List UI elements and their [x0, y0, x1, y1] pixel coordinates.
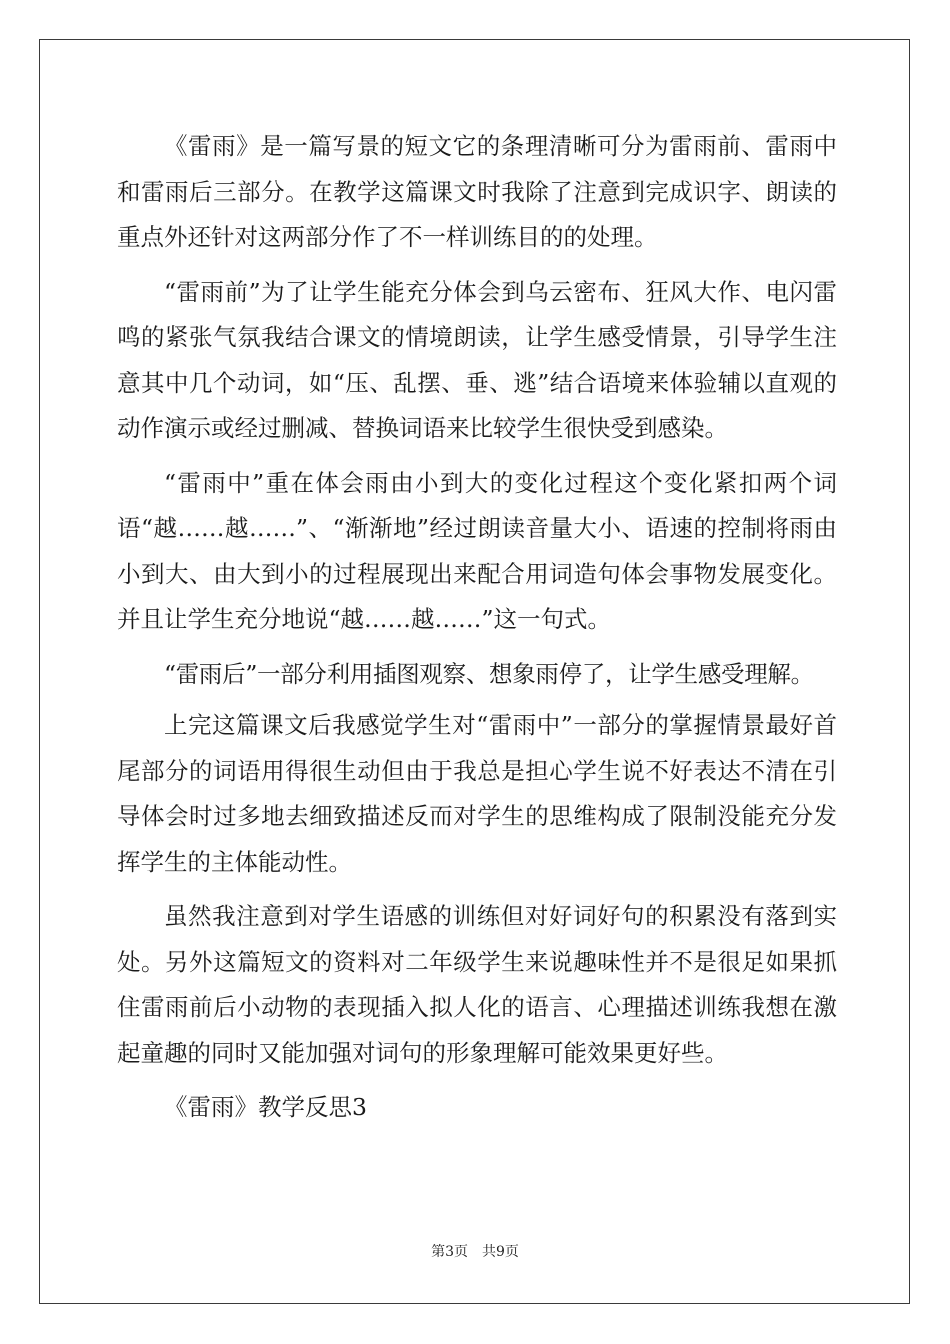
- document-body: [117, 124, 837, 1131]
- paragraph: 上完这篇课文后我感觉学生对“雷雨中”一部分的掌握情景最好首尾部分的词语用得很生动但由于我总是担心学生说不好表达不清在引导体会时过多地去细致描述反而对学生的思维构成了限制没能充分发挥学生的主体能动性。: [117, 711, 837, 876]
- paragraph: 虽然我注意到对学生语感的训练但对好词好句的积累没有落到实处。另外这篇短文的资料对二年级学生来说趣味性并不是很足如果抓住雷雨前后小动物的表现插入拟人化的语言、心理描述训练我想在激起童趣的同时又能加强对词句的形象理解可能效果更好些。: [117, 902, 837, 1067]
- section-heading: 《雷雨》教学反思3: [164, 1093, 367, 1121]
- paragraph: “雷雨前”为了让学生能充分体会到乌云密布、狂风大作、电闪雷鸣的紧张气氛我结合课文的情境朗读，让学生感受情景，引导学生注意其中几个动词，如“压、乱摆、垂、逃”结合语境来体验辅以直观的动作演示或经过删减、替换词语来比较学生很快受到感染。: [117, 277, 837, 442]
- page-number: 第3页 共9页: [431, 1244, 519, 1260]
- paragraph: “雷雨后”一部分利用插图观察、想象雨停了，让学生感受理解。: [164, 659, 814, 688]
- paragraph: 《雷雨》是一篇写景的短文它的条理清晰可分为雷雨前、雷雨中和雷雨后三部分。在教学这篇课文时我除了注意到完成识字、朗读的重点外还针对这两部分作了不一样训练目的的处理。: [117, 132, 837, 251]
- paragraph: “雷雨中”重在体会雨由小到大的变化过程这个变化紧扣两个词语“越……越……”、“渐渐地”经过朗读音量大小、语速的控制将雨由小到大、由大到小的过程展现出来配合用词造句体会事物发展变化。并且让学生充分地说“越……越……”这一句式。: [117, 468, 837, 633]
